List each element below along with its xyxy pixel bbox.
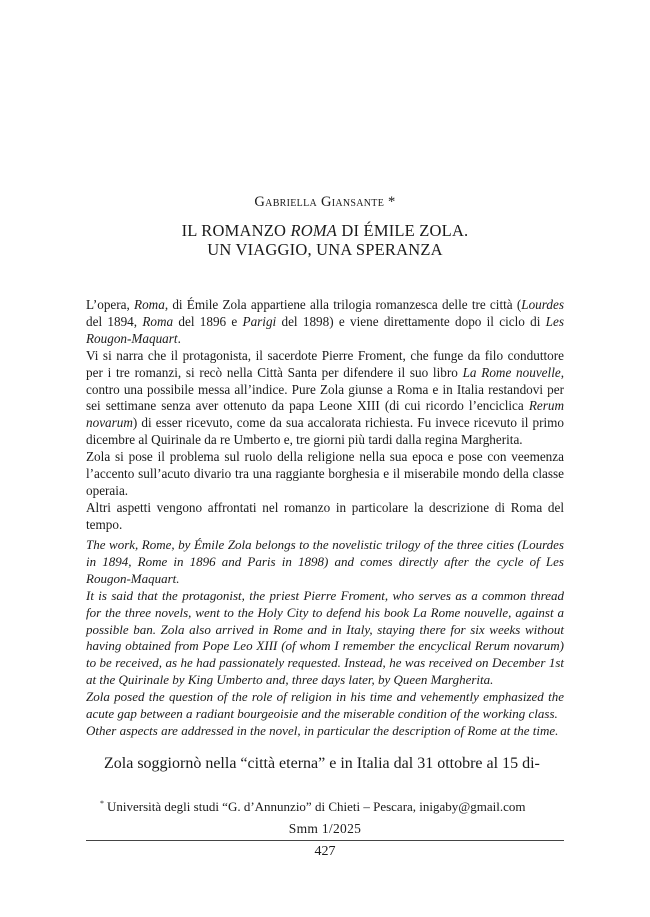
footer-divider	[86, 840, 564, 841]
title-suffix: DI ÉMILE ZOLA.	[337, 221, 469, 240]
abstract-italian	[86, 297, 564, 534]
body-first-line: Zola soggiornò nella “città eterna” e in Italia dal 31 ottobre al 15 di-	[104, 755, 540, 772]
abstract-en-paragraph-3: Zola posed the question of the role of religion in his time and vehemently emphasized the acute gap between a radiant bourgeoisie and the miserable condition of the working class.	[86, 689, 564, 722]
abstract-en-paragraph-2: It is said that the protagonist, the priest Pierre Froment, who serves as a common thread for the three novels, went to the Holy City to defend his book La Rome nouvelle, against a possible ban. Zola also arrived in Rome and in Italy, staying there for six weeks without having obtained from Pope Leo XIII (of whom I remember the encyclical Rerum novarum) to be received, as he had passionately requested. Instead, he was received on December 1st at the Quirinale by King Umberto and, three days later, by Queen Margherita.	[86, 587, 564, 688]
footnote-text: Università degli studi “G. d’Annunzio” di Chieti – Pescara, inigaby@gmail.com	[107, 799, 526, 814]
article-title	[0, 221, 650, 259]
title-line-2: UN VIAGGIO, UNA SPERANZA	[207, 240, 443, 259]
abstract-it-paragraph-2: Vi si narra che il protagonista, il sacerdote Pierre Froment, che funge da filo conduttore per i tre romanzi, si recò nella Città Santa per difendere il suo libro La Rome nouvelle, contro una possibile messa all’indice. Pure Zola giunse a Roma e in Italia restandovi per sei settimane senza aver ottenuto da papa Leone XIII (di cui ricordo l’enciclica Rerum novarum) di esser ricevuto, come da sua accalorata richiesta. Fu invece ricevuto il primo dicembre al Quirinale da re Umberto e, tre giorni più tardi dalla regina Margherita.	[86, 347, 565, 448]
body-text	[86, 754, 564, 774]
abstract-english	[86, 537, 564, 740]
abstract-it-paragraph-4: Altri aspetti vengono affrontati nel romanzo in particolare la descrizione di Roma del tempo.	[86, 499, 564, 532]
abstract-en-paragraph-1: The work, Rome, by Émile Zola belongs to the novelistic trilogy of the three cities (Lourdes in 1894, Rome in 1896 and Paris in 1898) and comes directly after the cycle of Les Rougon-Maquart.	[86, 537, 564, 586]
title-prefix: IL ROMANZO	[181, 221, 291, 240]
title-line-1	[0, 221, 650, 240]
page-number: 427	[314, 844, 336, 859]
footnote-marker: *	[100, 799, 104, 808]
journal-reference: Smm 1/2025	[288, 821, 362, 836]
title-italic-roma: ROMA	[290, 221, 338, 240]
abstract-it-paragraph-3: Zola si pose il problema sul ruolo della religione nella sua epoca e pose con veemenza l’accento sull’acuto divario tra una raggiante borghesia e il miserabile mondo della classe operaia.	[86, 449, 564, 498]
abstract-en-paragraph-4: Other aspects are addressed in the novel, in particular the description of Rome at the time.	[86, 722, 559, 738]
footnote	[86, 795, 564, 815]
abstract-it-paragraph-1: L’opera, Roma, di Émile Zola appartiene alla trilogia romanzesca delle tre città (Lourdes del 1894, Roma del 1896 e Parigi del 1898) e viene direttamente dopo il ciclo di Les Rougon-Maquart.	[86, 297, 564, 346]
author-name: Gabriella Giansante *	[254, 194, 396, 210]
